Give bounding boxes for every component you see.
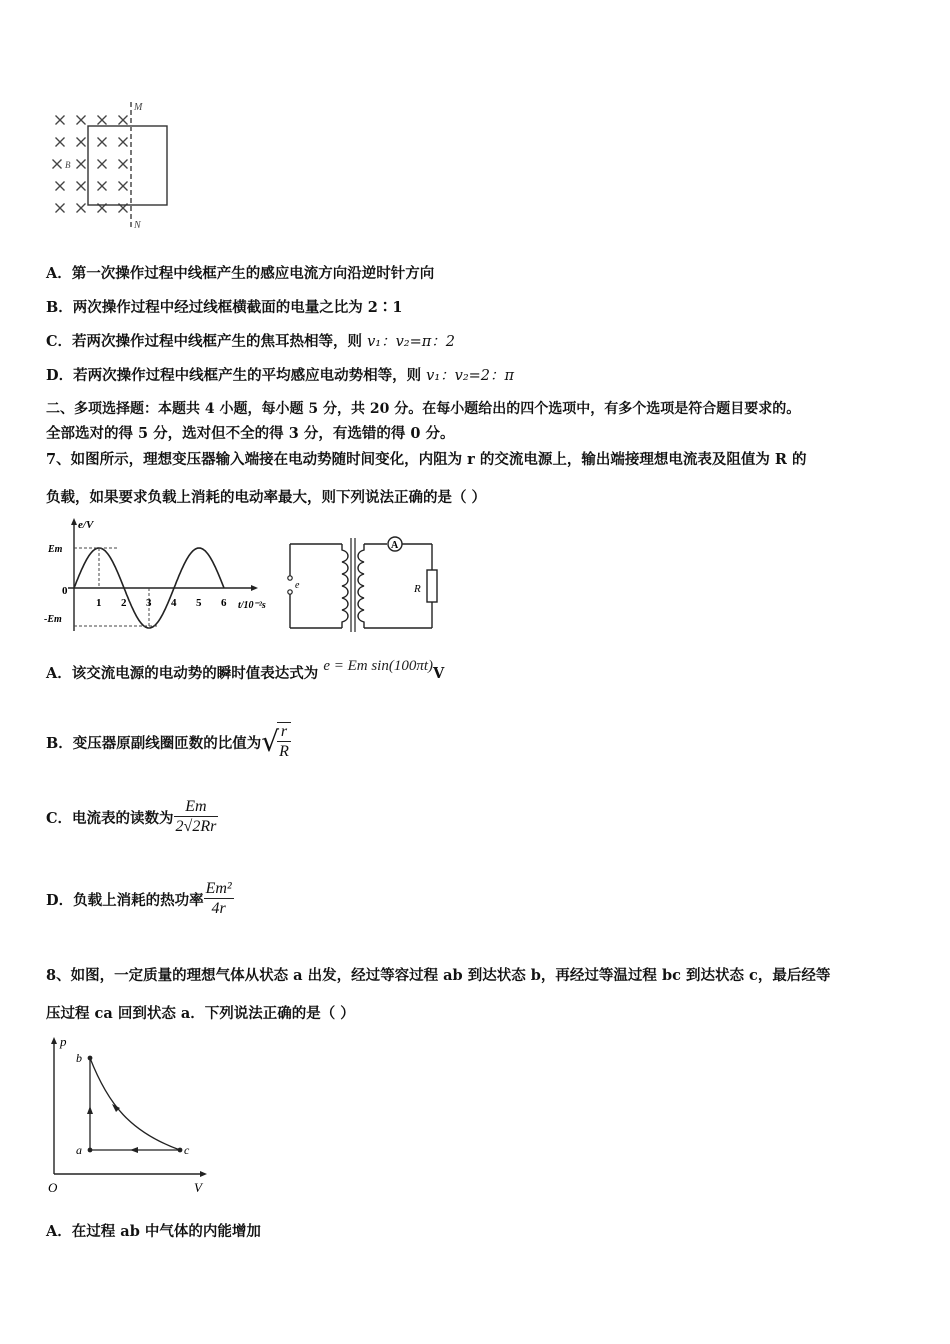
state-b — [88, 1056, 93, 1061]
q7-stem-line-2: 负载，如果要求负载上消耗的电动率最大，则下列说法正确的是（ ） — [46, 489, 487, 506]
q8-pv-diagram — [40, 1034, 220, 1194]
q7-option-c — [46, 798, 218, 837]
field-x-mark — [77, 182, 86, 191]
q7-option-d-fraction — [204, 880, 234, 919]
q7-option-b — [46, 722, 291, 762]
sqrt-sign: √ — [261, 725, 280, 758]
field-x-mark — [56, 116, 65, 125]
label-N: N — [134, 220, 141, 231]
q6-option-a: A．第一次操作过程中线框产生的感应电流方向沿逆时针方向 — [46, 265, 435, 282]
x-axis-label: t/10⁻²s — [238, 600, 266, 611]
label-c: c — [184, 1143, 190, 1157]
x-tick-label: 4 — [171, 597, 177, 609]
field-x-mark — [119, 138, 128, 147]
q6-option-c-ratio: v₁：v₂=π：2 — [367, 334, 456, 350]
source-label: e — [295, 580, 300, 591]
fraction-denominator: R — [279, 743, 289, 760]
field-x-mark — [53, 160, 62, 169]
source-terminal-bottom — [288, 590, 292, 594]
state-a — [88, 1148, 93, 1153]
q7-option-d — [46, 880, 234, 919]
q8-option-a: A．在过程 ab 中气体的内能增加 — [46, 1223, 261, 1240]
field-x-mark — [119, 116, 128, 125]
label-B: B — [65, 160, 71, 170]
load-resistor — [427, 570, 437, 602]
q7-option-b-fraction — [277, 722, 291, 762]
label-neg-Em: -Em — [44, 614, 62, 625]
q7-transformer-circuit — [284, 536, 444, 632]
label-a: a — [76, 1143, 82, 1157]
field-x-mark — [98, 138, 107, 147]
field-cross-marks — [53, 116, 128, 213]
x-tick-label: 6 — [221, 597, 227, 609]
secondary-coil — [358, 544, 364, 628]
field-x-mark — [77, 160, 86, 169]
field-x-mark — [77, 204, 86, 213]
q7-option-a-unit: V — [433, 665, 445, 682]
q7-option-a-text: A．该交流电源的电动势的瞬时值表达式为 — [46, 665, 319, 682]
q7-option-c-fraction — [174, 798, 219, 837]
q6-option-d — [46, 364, 514, 385]
v-axis-label: V — [194, 1180, 202, 1194]
q6-option-c-text: C．若两次操作过程中线框产生的焦耳热相等，则 — [46, 333, 368, 350]
y-axis-label: e/V — [78, 519, 94, 531]
p-axis-label: p — [60, 1034, 67, 1049]
field-x-mark — [77, 138, 86, 147]
field-x-mark — [119, 160, 128, 169]
q7-stem-line-1: 7、如图所示，理想变压器输入端接在电动势随时间变化，内阻为 r 的交流电源上，输出端接理想电流表及阻值为 R 的 — [46, 451, 807, 468]
q6-option-c — [46, 330, 455, 351]
fraction-numerator: r — [277, 723, 291, 742]
fraction-denominator: 4r — [211, 900, 226, 917]
x-tick-label: 3 — [146, 597, 152, 609]
x-tick-label: 5 — [196, 597, 202, 609]
q7-option-c-text: C．电流表的读数为 — [46, 810, 174, 827]
origin-label: O — [48, 1180, 58, 1194]
q7-option-d-text: D．负载上消耗的热功率 — [46, 892, 204, 909]
field-x-mark — [56, 204, 65, 213]
q6-option-d-text: D．若两次操作过程中线框产生的平均感应电动势相等，则 — [46, 367, 427, 384]
state-c — [178, 1148, 183, 1153]
label-b: b — [76, 1051, 82, 1065]
q6-option-d-ratio: v₁：v₂=2：π — [426, 368, 515, 384]
q6-option-b: B．两次操作过程中经过线框横截面的电量之比为 2∶1 — [46, 299, 403, 316]
q7-emf-graph — [44, 516, 284, 636]
field-x-mark — [77, 116, 86, 125]
field-x-mark — [98, 116, 107, 125]
q7-option-a — [46, 658, 445, 683]
section-2-line-1: 二、多项选择题：本题共 4 小题，每小题 5 分，共 20 分。在每小题给出的四个选项中，有多个选项是符合题目要求的。 — [46, 401, 801, 417]
fraction-denominator: 2√2Rr — [175, 818, 217, 835]
x-tick-label: 2 — [121, 597, 127, 609]
source-terminal-top — [288, 576, 292, 580]
field-x-mark — [56, 138, 65, 147]
ammeter-label: A — [391, 540, 399, 551]
section-2-line-2: 全部选对的得 5 分，选对但不全的得 3 分，有选错的得 0 分。 — [46, 425, 455, 442]
resistor-label: R — [414, 583, 421, 595]
fraction-numerator: Em — [174, 798, 219, 817]
q7-option-b-text: B．变压器原副线圈匝数的比值为 — [46, 734, 262, 752]
process-bc — [90, 1058, 180, 1150]
q8-stem-line-1: 8、如图，一定质量的理想气体从状态 a 出发，经过等容过程 ab 到达状态 b，再经过等温过程 bc 到达状态 c，最后经等 — [46, 967, 831, 984]
label-Em: Em — [48, 544, 63, 555]
x-tick-label: 1 — [96, 597, 102, 609]
label-M: M — [134, 102, 143, 113]
magnetic-field-figure — [48, 98, 178, 233]
primary-coil — [342, 544, 348, 628]
label-origin: 0 — [62, 585, 68, 597]
field-x-mark — [119, 182, 128, 191]
field-x-mark — [98, 160, 107, 169]
field-x-mark — [56, 182, 65, 191]
field-x-mark — [98, 182, 107, 191]
q8-stem-line-2: 压过程 ca 回到状态 a．下列说法正确的是（ ） — [46, 1005, 355, 1022]
q7-option-a-formula: e = Em sin(100πt) — [323, 658, 434, 674]
fraction-numerator: Em² — [205, 880, 232, 897]
